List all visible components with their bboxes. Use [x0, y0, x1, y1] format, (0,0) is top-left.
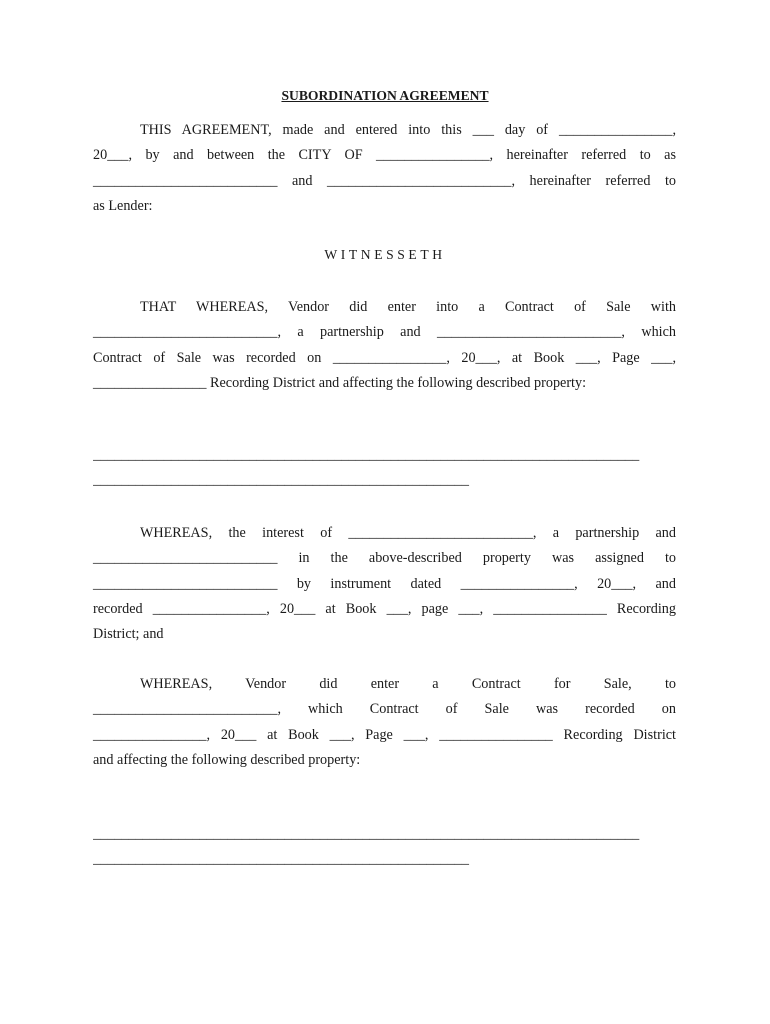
text-line: __________________________, a partnership and __________________________, which: [93, 324, 676, 341]
text-line: ________________, 20___ at Book ___, Page ___, ________________ Recording District: [93, 726, 676, 743]
property-description-line: _____________________________________________________________________________: [93, 826, 640, 842]
text-line: WHEREAS, the interest of __________________________, a partnership and: [140, 525, 676, 541]
text-line: __________________________ by instrument dated ________________, 20___, and: [93, 575, 676, 592]
text-line: __________________________ in the above-described property was assigned to: [93, 550, 676, 567]
text-line: __________________________, which Contract of Sale was recorded on: [93, 701, 676, 718]
text-line: WHEREAS, Vendor did enter a Contract for Sale, to: [140, 676, 676, 692]
assignment-paragraph: [93, 521, 676, 647]
text-line: THIS AGREEMENT, made and entered into this ___ day of ________________,: [140, 122, 676, 138]
text-line: __________________________ and __________________________, hereinafter referred to: [93, 172, 676, 189]
property-description-line: _____________________________________________________________________________: [93, 447, 640, 463]
property-description-line: _____________________________________________________: [93, 472, 469, 488]
opening-paragraph: [93, 118, 676, 219]
text-line: Contract of Sale was recorded on ________________, 20___, at Book ___, Page ___,: [93, 349, 676, 366]
text-line: 20___, by and between the CITY OF ________________, hereinafter referred to as: [93, 147, 676, 164]
text-line: THAT WHEREAS, Vendor did enter into a Contract of Sale with: [140, 299, 676, 315]
witnesseth-heading: WITNESSETH: [324, 247, 446, 262]
text-line: as Lender:: [93, 197, 153, 214]
document-title: SUBORDINATION AGREEMENT: [281, 88, 489, 103]
text-line: ________________ Recording District and affecting the following described property:: [93, 374, 587, 391]
text-line: and affecting the following described property:: [93, 751, 361, 768]
text-line: recorded ________________, 20___ at Book ___, page ___, ________________ Recording: [93, 600, 676, 617]
contract-of-sale-paragraph: [93, 295, 676, 396]
text-line: District; and: [93, 626, 164, 643]
property-description-line: _____________________________________________________: [93, 851, 469, 867]
contract-for-sale-paragraph: [93, 672, 676, 773]
